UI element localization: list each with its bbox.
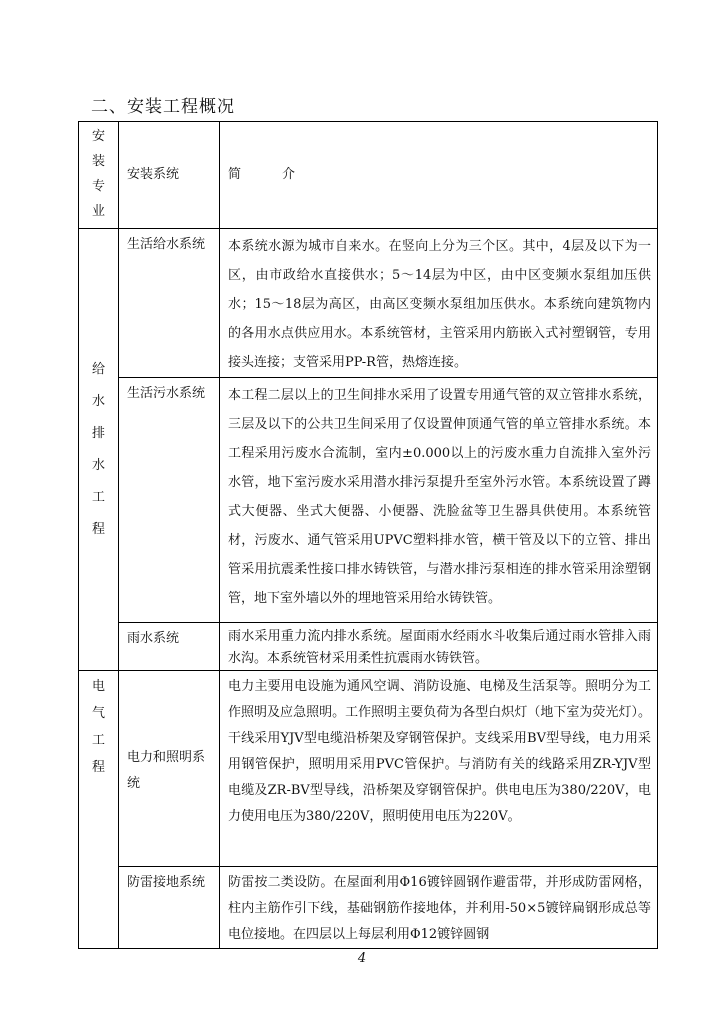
- group-char: 程: [91, 521, 105, 537]
- table-row: [79, 623, 658, 671]
- system-cell: 生活污水系统: [119, 378, 220, 623]
- group-water-cell: [79, 229, 119, 671]
- system-cell: 雨水系统: [119, 623, 220, 671]
- system-cell: 生活给水系统: [119, 229, 220, 378]
- desc-cell: 雨水采用重力流内排水系统。屋面雨水经雨水斗收集后通过雨水管排入雨水沟。本系统管材采用柔性抗震雨水铸铁管。: [220, 623, 658, 671]
- page-number: 4: [357, 951, 367, 966]
- section-heading: 二、安装工程概况: [91, 97, 235, 117]
- table-header-row: [79, 122, 658, 229]
- desc-cell: 防雷按二类设防。在屋面利用Φ16镀锌圆钢作避雷带，并形成防雷网格，柱内主筋作引下线，基础钢筋作接地体，并利用-50×5镀锌扁钢形成总等电位接地。在四层以上每层利用Φ12镀锌圆钢: [220, 867, 658, 949]
- installation-table: [78, 121, 658, 949]
- group-char: 排: [91, 425, 105, 441]
- header-specialty-char: 业: [91, 204, 105, 219]
- system-cell: 防雷接地系统: [119, 867, 220, 949]
- table-row: [79, 671, 658, 867]
- table-row: [79, 867, 658, 949]
- header-specialty-char: 专: [91, 179, 105, 194]
- group-char: 水: [91, 457, 105, 473]
- header-specialty-char: 装: [91, 154, 105, 169]
- group-char: 水: [91, 393, 105, 409]
- table-row: [79, 229, 658, 378]
- header-specialty-cell: [79, 122, 119, 229]
- table-row: [79, 378, 658, 623]
- desc-cell: 本工程二层以上的卫生间排水采用了设置专用通气管的双立管排水系统，三层及以下的公共卫生间采用了仅设置伸顶通气管的单立管排水系统。本工程采用污废水合流制，室内±0.000以上的污废水重力自流排入室外污水管，地下室污废水采用潜水排污泵提升至室外污水管。本系统设置了蹲式大便器、坐式大便器、小便器、洗脸盆等卫生器具供使用。本系统管材，污废水、通气管采用UPVC塑料排水管，横干管及以下的立管、排出管采用抗震柔性接口排水铸铁管，与潜水排污泵相连的排水管采用涂塑钢管，地下室外墙以外的埋地管采用给水铸铁管。: [220, 378, 658, 623]
- desc-cell: 本系统水源为城市自来水。在竖向上分为三个区。其中，4层及以下为一区，由市政给水直接供水；5～14层为中区，由中区变频水泵组加压供水；15～18层为高区，由高区变频水泵组加压供水。本系统向建筑物内的各用水点供应用水。本系统管材，主管采用内筋嵌入式衬塑钢管，专用接头连接；支管采用PP-R管，热熔连接。: [220, 229, 658, 378]
- header-system-cell: 安装系统: [119, 122, 220, 229]
- group-electrical-cell: [79, 671, 119, 949]
- group-char: 给: [91, 361, 105, 377]
- group-char: 工: [91, 733, 105, 748]
- group-char: 气: [91, 706, 105, 721]
- group-char: 工: [91, 489, 105, 505]
- header-intro-cell: 简 介: [220, 122, 658, 229]
- group-char: 电: [91, 679, 105, 694]
- header-specialty-char: 安: [91, 129, 105, 144]
- desc-cell: 电力主要用电设施为通风空调、消防设施、电梯及生活泵等。照明分为工作照明及应急照明。工作照明主要负荷为各型白炽灯（地下室为荧光灯）。干线采用YJV型电缆沿桥架及穿钢管保护。支线采用BV型导线，电力用采用钢管保护，照明用采用PVC管保护。与消防有关的线路采用ZR-YJV型电缆及ZR-BV型导线，沿桥架及穿钢管保护。供电电压为380/220V，电力使用电压为380/220V，照明使用电压为220V。: [220, 671, 658, 867]
- system-cell: 电力和照明系统: [119, 671, 220, 867]
- group-char: 程: [91, 760, 105, 775]
